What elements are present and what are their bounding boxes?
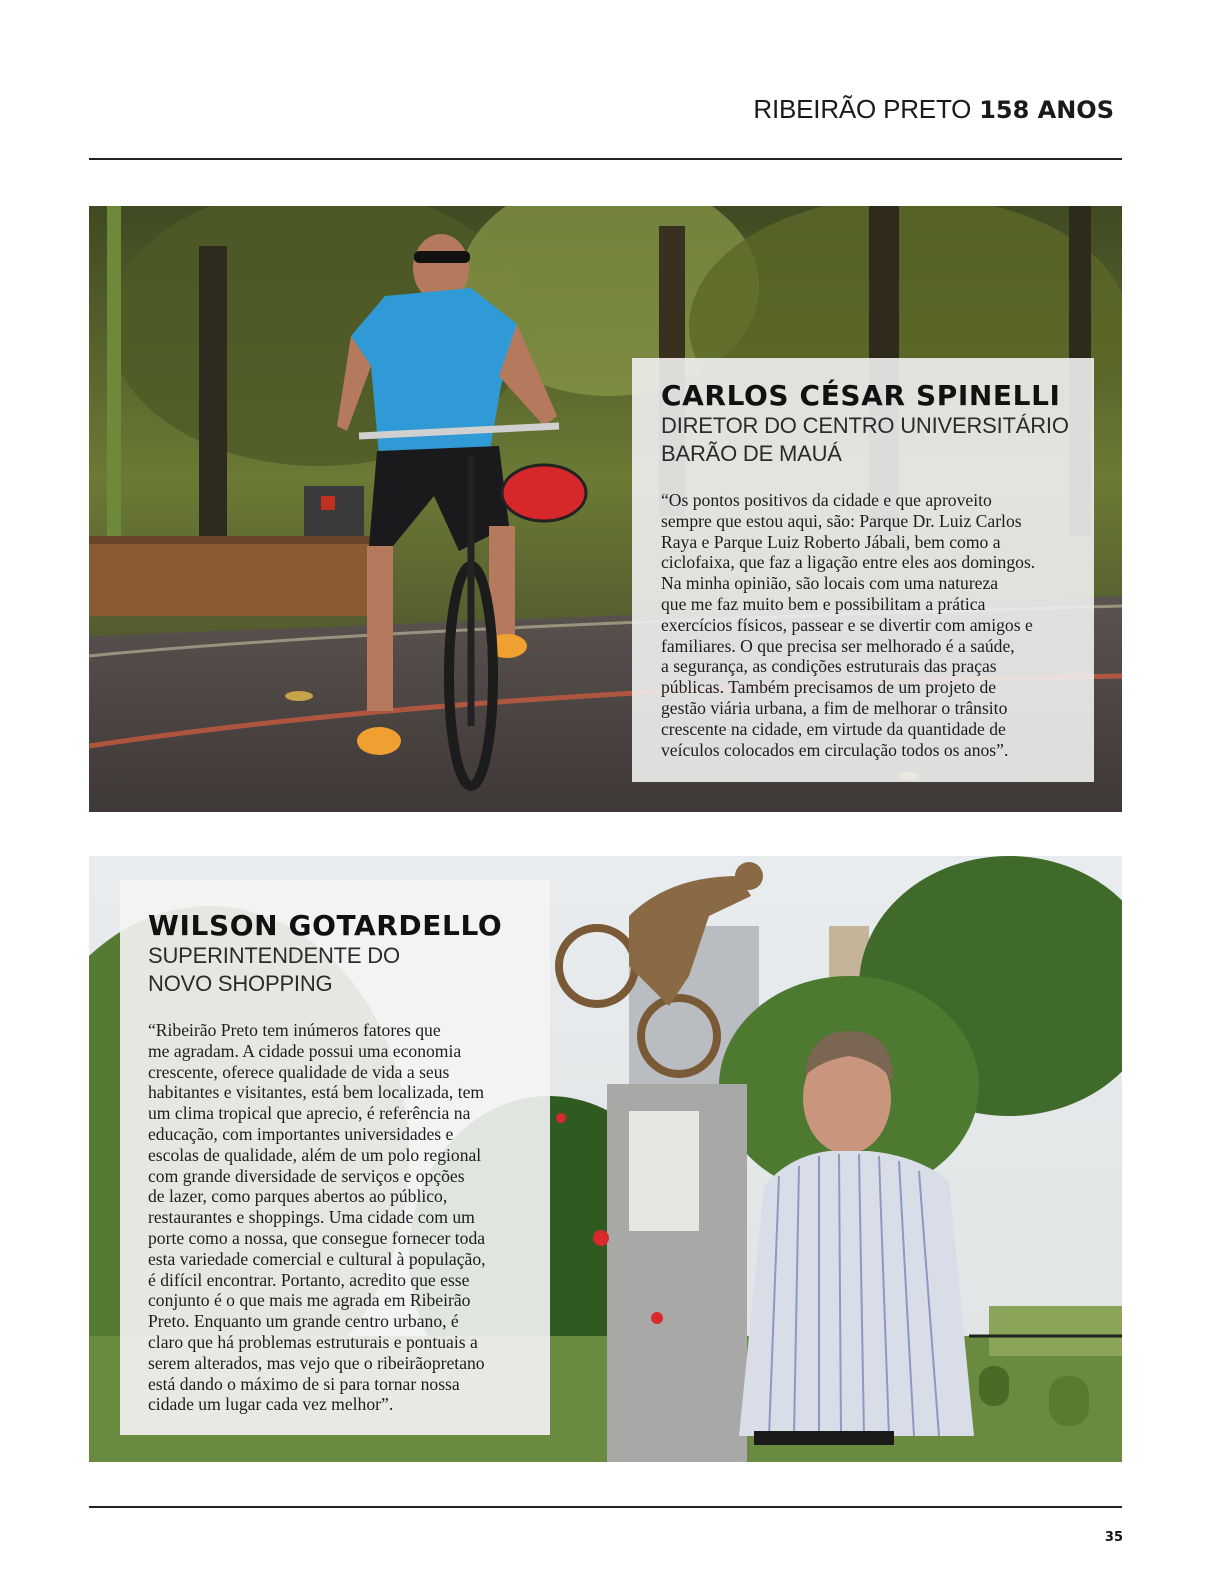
- quote-line: a segurança, as condições estruturais das praças: [661, 656, 997, 677]
- quote-line: habitantes e visitantes, está bem localizada, tem: [148, 1082, 485, 1103]
- quote-line: gestão viária urbana, a fim de melhorar o trânsito: [661, 697, 1008, 718]
- profile-quote: [661, 490, 1066, 760]
- quote-line: familiares. O que precisa ser melhorado é a saúde,: [661, 635, 1015, 656]
- profile-name: CARLOS CÉSAR SPINELLI: [661, 379, 1061, 412]
- quote-line: com grande diversidade de serviços e opções: [148, 1165, 465, 1186]
- magazine-header: [753, 94, 1114, 125]
- quote-line: veículos colocados em circulação todos os anos”.: [661, 739, 1009, 760]
- profile-role-line: BARÃO DE MAUÁ: [661, 441, 842, 466]
- quote-line: um clima tropical que aprecio, é referência na: [148, 1103, 471, 1124]
- quote-line: porte como a nossa, que consegue fornecer toda: [148, 1227, 486, 1248]
- quote-line: escolas de qualidade, além de um polo regional: [148, 1144, 482, 1165]
- profile-card-spinelli: [632, 358, 1094, 782]
- quote-line: “Os pontos positivos da cidade e que aproveito: [661, 490, 992, 510]
- quote-line: conjunto é o que mais me agrada em Ribeirão: [148, 1290, 471, 1311]
- profile-card-gotardello: [120, 880, 550, 1435]
- top-divider: [89, 158, 1122, 160]
- quote-line: crescente na cidade, em virtude da quantidade de: [661, 718, 1006, 739]
- quote-line: me agradam. A cidade possui uma economia: [148, 1040, 462, 1061]
- quote-line: públicas. Também precisamos de um projeto de: [661, 677, 997, 698]
- profile-name: WILSON GOTARDELLO: [148, 909, 503, 942]
- quote-line: Na minha opinião, são locais com uma natureza: [661, 573, 999, 594]
- quote-line: exercícios físicos, passear e se divertir com amigos e: [661, 614, 1033, 635]
- quote-line: ciclofaixa, que faz a ligação entre eles aos domingos.: [661, 552, 1036, 573]
- header-anniversary: 158 ANOS: [979, 96, 1114, 124]
- bottom-divider: [89, 1506, 1122, 1508]
- page-number: 35: [1104, 1530, 1123, 1545]
- quote-line: esta variedade comercial e cultural à população,: [148, 1248, 486, 1269]
- quote-line: claro que há problemas estruturais e pontuais a: [148, 1331, 478, 1352]
- profile-role-line: SUPERINTENDENTE DO: [148, 943, 400, 968]
- quote-line: serem alterados, mas vejo que o ribeirãopretano: [148, 1352, 485, 1373]
- profile-quote: [148, 1020, 524, 1415]
- profile-role-line: DIRETOR DO CENTRO UNIVERSITÁRIO: [661, 413, 1069, 438]
- header-city: RIBEIRÃO PRETO: [753, 94, 972, 124]
- quote-line: sempre que estou aqui, são: Parque Dr. Luiz Carlos: [661, 510, 1022, 531]
- quote-line: que me faz muito bem e possibilitam a prática: [661, 593, 986, 614]
- quote-line: está dando o máximo de si para tornar nossa: [148, 1373, 460, 1394]
- quote-line: cidade um lugar cada vez melhor”.: [148, 1394, 394, 1415]
- quote-line: crescente, oferece qualidade de vida a seus: [148, 1061, 450, 1082]
- quote-line: é difícil encontrar. Portanto, acredito que esse: [148, 1269, 470, 1290]
- profile-role-line: NOVO SHOPPING: [148, 971, 333, 996]
- quote-line: Raya e Parque Luiz Roberto Jábali, bem como a: [661, 531, 1001, 552]
- quote-line: “Ribeirão Preto tem inúmeros fatores que: [148, 1020, 441, 1040]
- quote-line: restaurantes e shoppings. Uma cidade com um: [148, 1207, 475, 1228]
- quote-line: educação, com importantes universidades e: [148, 1123, 454, 1144]
- quote-line: Preto. Enquanto um grande centro urbano, é: [148, 1311, 459, 1332]
- quote-line: de lazer, como parques abertos ao público,: [148, 1186, 448, 1207]
